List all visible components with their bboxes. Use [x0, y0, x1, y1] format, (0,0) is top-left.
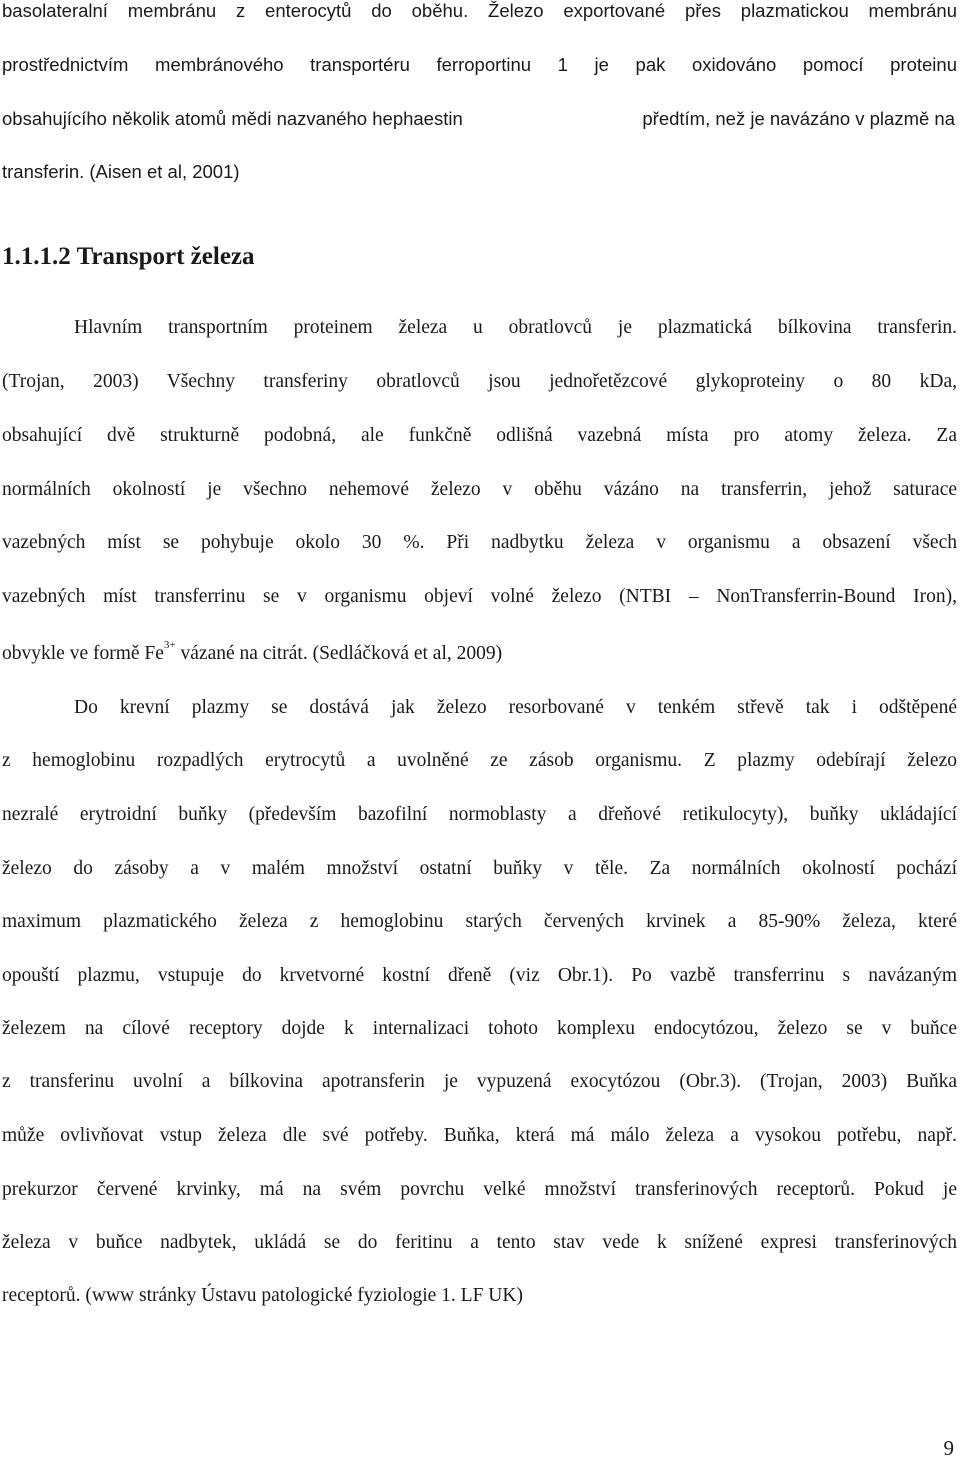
- text-line: železo do zásoby a v malém množství ostatní buňky v těle. Za normálních okolností pochází: [2, 858, 957, 879]
- text-line: basolateralní membránu z enterocytů do oběhu. Železo exportované přes plazmatickou membránu: [2, 0, 957, 21]
- text-segment: obvykle ve formě Fe: [2, 643, 164, 664]
- text-line: normálních okolností je všechno nehemové železo v oběhu vázáno na transferrin, jehož saturace: [2, 479, 957, 500]
- text-line: železa v buňce nadbytek, ukládá se do feritinu a tento stav vede k snížené expresi transferinových: [2, 1232, 957, 1253]
- heading-title: Transport železa: [76, 243, 255, 270]
- text-segment: vázané na citrát. (Sedláčková et al, 2009): [175, 643, 503, 664]
- text-line: [2, 110, 957, 129]
- text-line: z transferinu uvolní a bílkovina apotransferin je vypuzená exocytózou (Obr.3). (Trojan, 2003) Buňka: [2, 1071, 957, 1092]
- superscript: 3+: [163, 639, 176, 651]
- text-line: Do krevní plazmy se dostává jak železo resorbované v tenkém střevě tak i odštěpené: [74, 697, 957, 718]
- text-line: opouští plazmu, vstupuje do krvetvorné kostní dřeně (viz Obr.1). Po vazbě transferrinu s navázaným: [2, 965, 957, 986]
- text-line: nezralé erytroidní buňky (především bazofilní normoblasty a dřeňové retikulocyty), buňky ukládající: [2, 804, 957, 825]
- text-segment: předtím, než je navázáno v plazmě na: [642, 108, 955, 129]
- text-segment: obsahujícího několik atomů mědi nazvaného hephaestin: [2, 108, 463, 129]
- text-line: může ovlivňovat vstup železa dle své potřeby. Buňka, která má málo železa a vysokou potřebu, např.: [2, 1125, 957, 1146]
- heading-number: 1.1.1.2: [2, 243, 71, 270]
- page-number: 9: [943, 1436, 954, 1460]
- text-line: železem na cílové receptory dojde k internalizaci tohoto komplexu endocytózou, železo se v buňce: [2, 1018, 957, 1039]
- text-line: prostřednictvím membránového transportéru ferroportinu 1 je pak oxidováno pomocí proteinu: [2, 54, 957, 75]
- text-line: receptorů. (www stránky Ústavu patologické fyziologie 1. LF UK): [2, 1285, 523, 1306]
- text-line: prekurzor červené krvinky, má na svém povrchu velké množství transferinových receptorů. Pokud je: [2, 1179, 957, 1200]
- text-line: vazebných míst se pohybuje okolo 30 %. Při nadbytku železa v organismu a obsazení všech: [2, 532, 957, 553]
- text-line: [2, 639, 957, 664]
- text-line: vazebných míst transferrinu se v organismu objeví volné železo (NTBI – NonTransferrin-Bound Iron),: [2, 586, 957, 607]
- text-line: (Trojan, 2003) Všechny transferiny obratlovců jsou jednořetězcové glykoproteiny o 80 kDa,: [2, 371, 957, 392]
- text-line: transferin. (Aisen et al, 2001): [2, 161, 240, 182]
- text-line: z hemoglobinu rozpadlých erytrocytů a uvolněné ze zásob organismu. Z plazmy odebírají železo: [2, 750, 957, 771]
- text-line: Hlavním transportním proteinem železa u obratlovců je plazmatická bílkovina transferin.: [74, 317, 957, 338]
- section-heading: [2, 244, 255, 269]
- text-line: maximum plazmatického železa z hemoglobinu starých červených krvinek a 85-90% železa, které: [2, 911, 957, 932]
- text-line: obsahující dvě strukturně podobná, ale funkčně odlišná vazebná místa pro atomy železa. Za: [2, 425, 957, 446]
